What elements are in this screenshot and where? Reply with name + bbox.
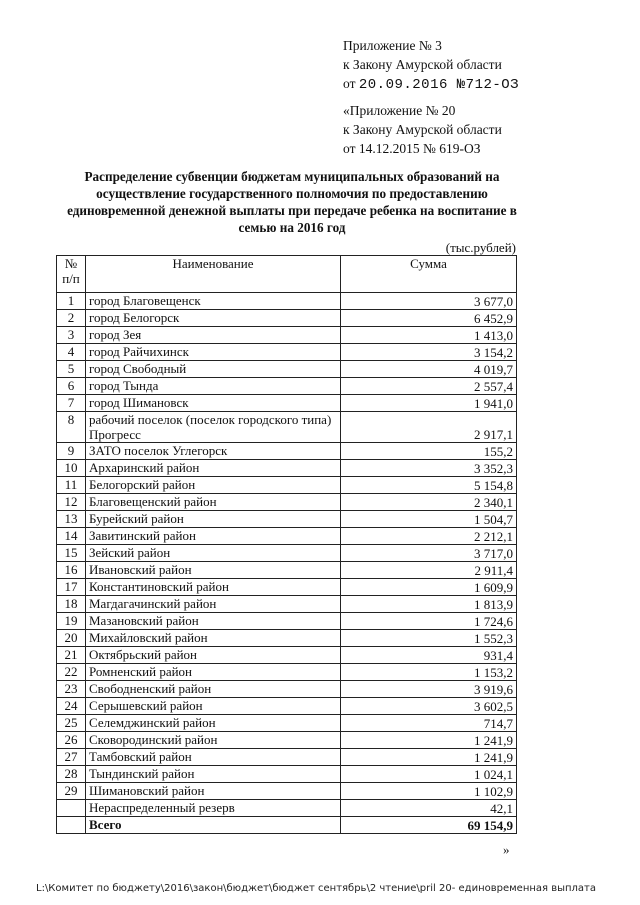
row-number: 18: [57, 596, 86, 613]
table-row: [57, 327, 517, 344]
table-row: [57, 344, 517, 361]
row-name: город Свободный: [86, 361, 341, 378]
row-sum: 2 917,1: [341, 412, 517, 443]
row-number: 24: [57, 698, 86, 715]
table-row: [57, 494, 517, 511]
row-number: 9: [57, 443, 86, 460]
row-number: 1: [57, 293, 86, 310]
table-row: [57, 293, 517, 310]
table-row: [57, 800, 517, 817]
row-number: 10: [57, 460, 86, 477]
row-name: город Райчихинск: [86, 344, 341, 361]
row-number: 19: [57, 613, 86, 630]
row-number: 4: [57, 344, 86, 361]
row-number: 25: [57, 715, 86, 732]
row-number: 27: [57, 749, 86, 766]
row-number: 21: [57, 647, 86, 664]
row-name: город Белогорск: [86, 310, 341, 327]
document-title: Распределение субвенции бюджетам муниципальных образований на осуществление государственного полномочия по предоставлению единовременной денежной выплаты при передаче ребенка на воспитание в семью на 2016 год: [67, 169, 517, 235]
row-sum: 1 024,1: [341, 766, 517, 783]
row-name: Ромненский район: [86, 664, 341, 681]
table-row: [57, 698, 517, 715]
row-number: 16: [57, 562, 86, 579]
row-name: ЗАТО поселок Углегорск: [86, 443, 341, 460]
row-sum: 1 941,0: [341, 395, 517, 412]
row-sum: 3 677,0: [341, 293, 517, 310]
row-sum: 155,2: [341, 443, 517, 460]
units-label: (тыс.рублей): [445, 240, 516, 255]
row-sum: 3 154,2: [341, 344, 517, 361]
table-row: [57, 732, 517, 749]
row-sum: 1 413,0: [341, 327, 517, 344]
row-number: 2: [57, 310, 86, 327]
row-sum: 2 340,1: [341, 494, 517, 511]
appendix-law-ref: к Закону Амурской области: [343, 57, 502, 72]
row-number: 23: [57, 681, 86, 698]
table-row: [57, 783, 517, 800]
row-sum: 1 153,2: [341, 664, 517, 681]
row-name: Мазановский район: [86, 613, 341, 630]
row-number: 12: [57, 494, 86, 511]
table-row: [57, 562, 517, 579]
row-name: Архаринский район: [86, 460, 341, 477]
row-sum: 1 552,3: [341, 630, 517, 647]
total-number: [57, 817, 86, 834]
original-appendix-number: «Приложение № 20: [343, 103, 456, 118]
row-name: Нераспределенный резерв: [86, 800, 341, 817]
row-sum: 1 813,9: [341, 596, 517, 613]
table-row: [57, 528, 517, 545]
row-sum: 42,1: [341, 800, 517, 817]
table-row: [57, 681, 517, 698]
row-name: город Тында: [86, 378, 341, 395]
row-number: 8: [57, 412, 86, 443]
table-header-row: [57, 256, 517, 293]
row-sum: 3 352,3: [341, 460, 517, 477]
row-number: 3: [57, 327, 86, 344]
row-name: Магдагачинский район: [86, 596, 341, 613]
row-name: Тындинский район: [86, 766, 341, 783]
row-name: Белогорский район: [86, 477, 341, 494]
original-appendix-header: [343, 101, 502, 158]
table-row: [57, 596, 517, 613]
original-appendix-date: от 14.12.2015 № 619-ОЗ: [343, 141, 481, 156]
row-sum: 3 602,5: [341, 698, 517, 715]
table-row: [57, 613, 517, 630]
row-number: 5: [57, 361, 86, 378]
row-name: Серышевский район: [86, 698, 341, 715]
appendix-number: Приложение № 3: [343, 38, 442, 53]
row-number: 20: [57, 630, 86, 647]
table-row: [57, 630, 517, 647]
row-number: 28: [57, 766, 86, 783]
row-number: 13: [57, 511, 86, 528]
closing-quote: »: [503, 842, 510, 857]
table-row: [57, 511, 517, 528]
total-row: [57, 817, 517, 834]
table-row: [57, 664, 517, 681]
row-sum: 5 154,8: [341, 477, 517, 494]
row-sum: 2 911,4: [341, 562, 517, 579]
row-sum: 1 609,9: [341, 579, 517, 596]
table-row: [57, 766, 517, 783]
row-sum: 4 019,7: [341, 361, 517, 378]
table-row: [57, 647, 517, 664]
table-row: [57, 443, 517, 460]
total-sum: 69 154,9: [341, 817, 517, 834]
row-name: Бурейский район: [86, 511, 341, 528]
row-name: Зейский район: [86, 545, 341, 562]
table-row: [57, 460, 517, 477]
col-header-sum: Сумма: [341, 256, 517, 293]
total-label: Всего: [86, 817, 341, 834]
row-sum: 1 102,9: [341, 783, 517, 800]
row-number: 15: [57, 545, 86, 562]
date-stamp: 20.09.2016 №712-ОЗ: [358, 77, 520, 93]
col-header-name: Наименование: [86, 256, 341, 293]
row-number: [57, 800, 86, 817]
row-name: город Зея: [86, 327, 341, 344]
table-row: [57, 310, 517, 327]
row-number: 11: [57, 477, 86, 494]
table-row: [57, 412, 517, 443]
row-number: 26: [57, 732, 86, 749]
row-number: 6: [57, 378, 86, 395]
row-name: Сковородинский район: [86, 732, 341, 749]
table-row: [57, 545, 517, 562]
row-number: 22: [57, 664, 86, 681]
table-row: [57, 378, 517, 395]
row-sum: 714,7: [341, 715, 517, 732]
col-header-number: № п/п: [57, 256, 86, 293]
row-name: Шимановский район: [86, 783, 341, 800]
row-name: город Благовещенск: [86, 293, 341, 310]
row-name: Завитинский район: [86, 528, 341, 545]
original-appendix-law-ref: к Закону Амурской области: [343, 122, 502, 137]
row-name: Благовещенский район: [86, 494, 341, 511]
row-name: рабочий поселок (поселок городского типа) Прогресс: [86, 412, 341, 443]
table-row: [57, 715, 517, 732]
row-name: Свободненский район: [86, 681, 341, 698]
row-sum: 1 241,9: [341, 749, 517, 766]
row-name: Ивановский район: [86, 562, 341, 579]
row-name: Константиновский район: [86, 579, 341, 596]
row-name: Октябрьский район: [86, 647, 341, 664]
row-number: 7: [57, 395, 86, 412]
table-row: [57, 579, 517, 596]
row-number: 14: [57, 528, 86, 545]
table-row: [57, 395, 517, 412]
table-row: [57, 361, 517, 378]
row-name: Селемджинский район: [86, 715, 341, 732]
appendix-header: [343, 36, 519, 95]
row-number: 29: [57, 783, 86, 800]
row-sum: 3 717,0: [341, 545, 517, 562]
row-number: 17: [57, 579, 86, 596]
subvention-table: [56, 255, 517, 834]
row-name: Михайловский район: [86, 630, 341, 647]
row-sum: 1 724,6: [341, 613, 517, 630]
file-path-footer: L:\Комитет по бюджету\2016\закон\бюджет\бюджет сентябрь\2 чтение\pril 20- единовременная выплата: [36, 883, 597, 894]
row-sum: 2 212,1: [341, 528, 517, 545]
appendix-date-line: [343, 74, 519, 95]
row-sum: 6 452,9: [341, 310, 517, 327]
row-sum: 1 504,7: [341, 511, 517, 528]
row-sum: 1 241,9: [341, 732, 517, 749]
row-name: город Шимановск: [86, 395, 341, 412]
table-row: [57, 477, 517, 494]
row-sum: 3 919,6: [341, 681, 517, 698]
date-prefix: от: [343, 76, 356, 91]
table-body: [57, 293, 517, 834]
row-name: Тамбовский район: [86, 749, 341, 766]
table-row: [57, 749, 517, 766]
row-sum: 931,4: [341, 647, 517, 664]
row-sum: 2 557,4: [341, 378, 517, 395]
